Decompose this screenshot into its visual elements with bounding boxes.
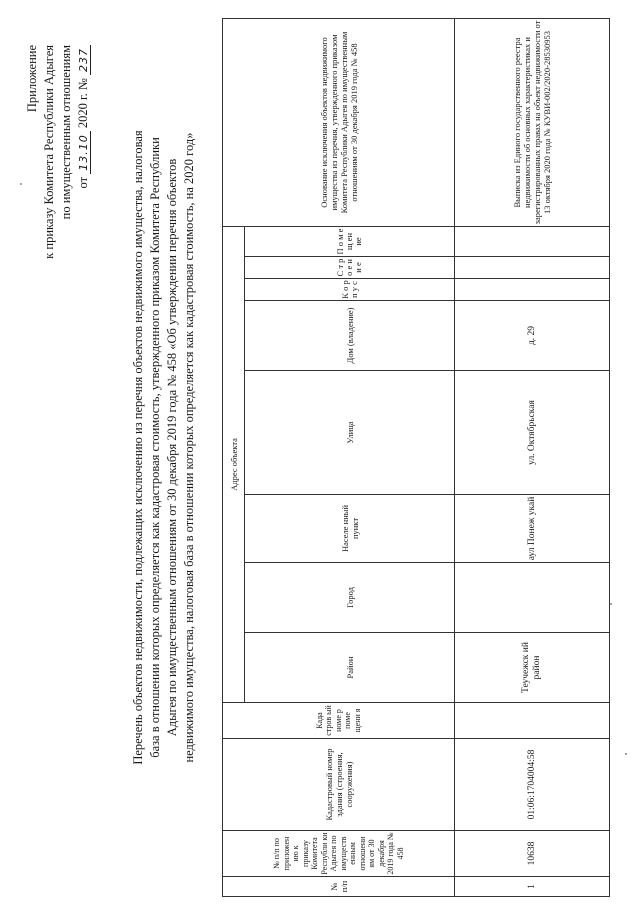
cell-city	[455, 563, 610, 633]
header-num-in-appendix: № п/п по приложен ию к приказу Комитета Республи ки Адыгея по имуществ енным отношени ям от 30 декабря 2019 года № 458	[223, 831, 455, 877]
header-cadastral-premises: Када стров ый номе р поме щени я	[223, 703, 455, 739]
appendix-label: Приложение	[25, 45, 39, 113]
scan-speck	[20, 183, 22, 185]
cell-house: д. 29	[455, 301, 610, 371]
cell-basis: Выписка из Единого государственного реестра недвижимости об основных характеристиках и зарегистрированных правах на объект недвижимости от 13 октября 2020 года № КУВИ-002/2020-28530953	[455, 19, 610, 227]
handwritten-number: 237	[77, 45, 91, 75]
header-building: К о р п у с	[245, 279, 455, 301]
document-title	[130, 30, 198, 865]
scan-speck	[610, 603, 612, 605]
header-district: Район	[245, 633, 455, 703]
cell-district: Теучежск ий район	[455, 633, 610, 703]
date-prefix: от	[76, 176, 90, 189]
header-structure: С т р о е н и е	[245, 257, 455, 279]
cell-num-in-appendix: 10638	[455, 831, 610, 877]
cell-settlement: аул Понеж укай	[455, 495, 610, 563]
cell-structure	[455, 257, 610, 279]
header-house: Дом (владение)	[245, 301, 455, 371]
title-line: Адыгея по имущественным отношениям от 30 декабря 2019 года № 458 «Об утверждении перечня объектов	[165, 158, 179, 737]
scan-speck	[625, 753, 627, 755]
table-row	[455, 19, 610, 897]
handwritten-date: 13.10	[77, 131, 91, 174]
cell-premises	[455, 227, 610, 257]
cell-cadastral-premises	[455, 703, 610, 739]
header-address: Адрес объекта	[223, 227, 245, 703]
header-premises: П о м е щ ен ие	[245, 227, 455, 257]
date-year: 2020 г. №	[76, 78, 90, 129]
appendix-header	[24, 45, 92, 345]
appendix-date-line	[75, 45, 92, 345]
cell-num: 1	[455, 877, 610, 897]
exclusion-table	[222, 18, 610, 897]
header-street: Улица	[245, 371, 455, 495]
title-line: Перечень объектов недвижимости, подлежащих исключению из перечня объектов недвижимого имущества, налоговая	[131, 130, 145, 765]
cell-street: ул. Октябрьская	[455, 371, 610, 495]
cell-cadastral-building: 01:06:1704004:58	[455, 739, 610, 831]
title-line: база в отношении которых определяется как кадастровая стоимость, утвержденного приказом Комитета Республики	[148, 137, 162, 758]
header-num: № п/п	[223, 877, 455, 897]
header-city: Город	[245, 563, 455, 633]
header-settlement: Населе нный пункт	[245, 495, 455, 563]
header-basis: Основание исключения объектов недвижимого имущества из перечня, утвержденного приказом Комитета Республики Адыгея по имущественным отношениям от 30 декабря 2019 года № 458	[223, 19, 455, 227]
cell-building	[455, 279, 610, 301]
title-line: недвижимого имущества, налоговая база в отношении которых определяется как кадастровая стоимость, на 2020 год»	[182, 132, 196, 763]
appendix-order-line: к приказу Комитета Республики Адыгея	[42, 45, 56, 259]
appendix-committee-line: по имущественным отношениям	[59, 45, 73, 220]
header-cadastral-building: Кадастровый номер здания (строения, сооружения)	[223, 739, 455, 831]
header-row-top	[223, 19, 245, 897]
